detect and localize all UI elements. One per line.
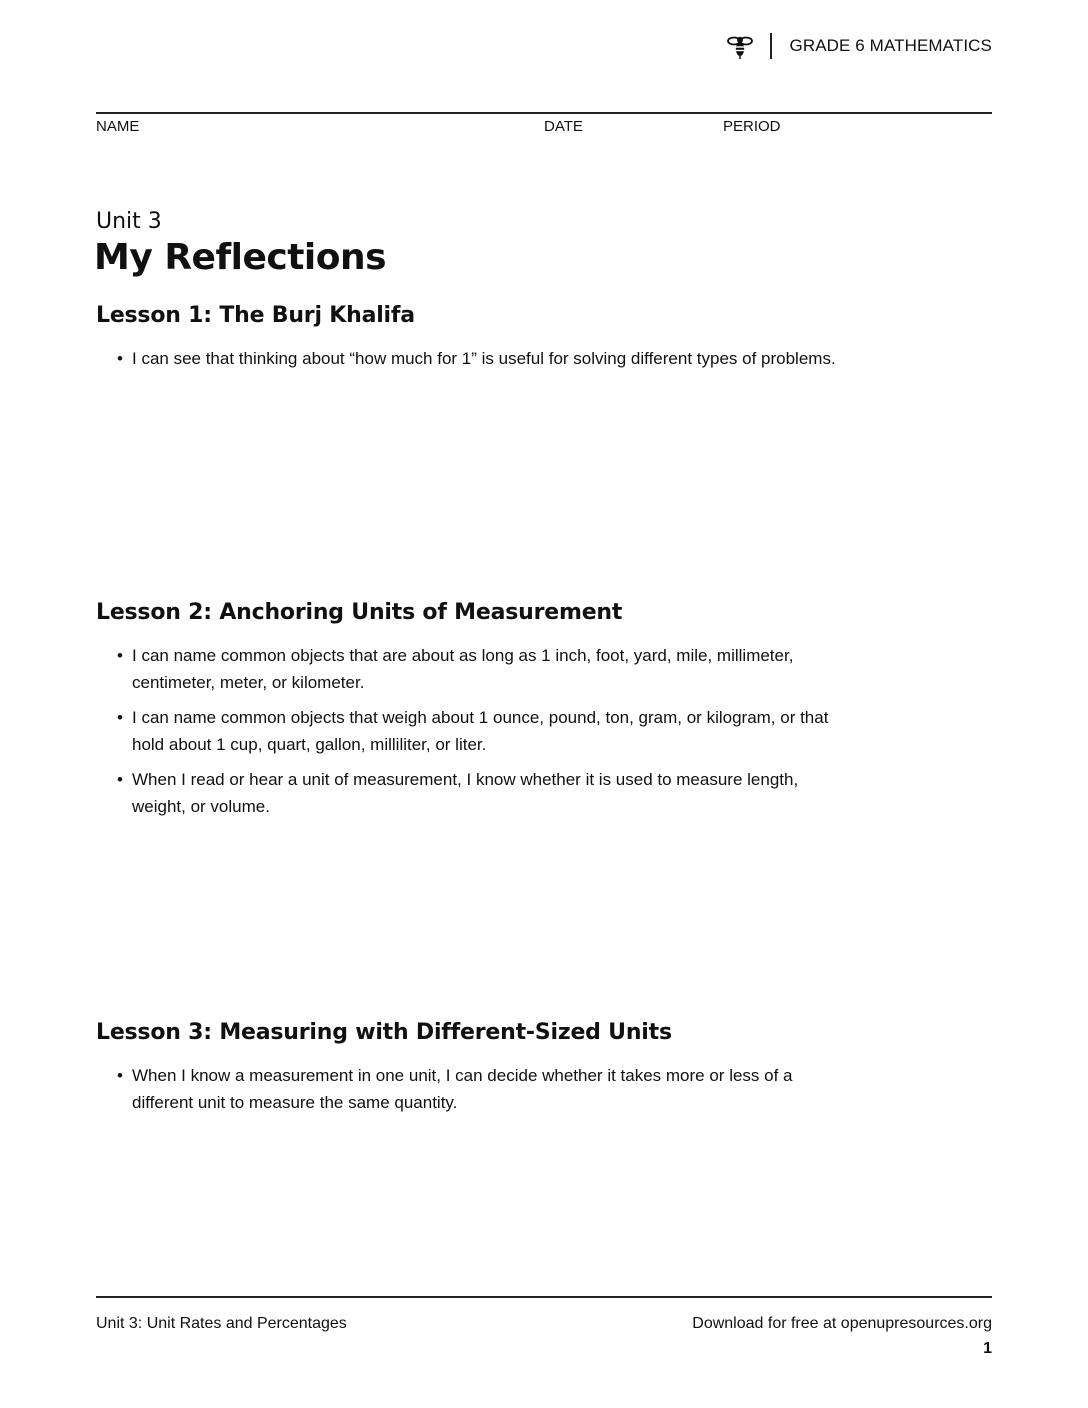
bullet-icon: • xyxy=(117,646,123,665)
lesson-1-section xyxy=(96,303,856,382)
name-field-label: NAME xyxy=(96,118,140,135)
subject-label: GRADE 6 MATHEMATICS xyxy=(789,36,992,55)
bee-logo-icon xyxy=(726,30,754,62)
bullet-icon: • xyxy=(117,708,123,727)
learning-goal-text: I can name common objects that are about as long as 1 inch, foot, yard, mile, millimeter, centimeter, meter, or kilometer. xyxy=(132,646,794,692)
learning-goal-text: I can name common objects that weigh about 1 ounce, pound, ton, gram, or kilogram, or that hold about 1 cup, quart, gallon, milliliter, or liter. xyxy=(132,708,829,754)
learning-goals-list xyxy=(96,346,856,373)
unit-label: Unit 3 xyxy=(96,209,162,234)
learning-goal-text: I can see that thinking about “how much for 1” is useful for solving different types of problems. xyxy=(132,349,836,368)
bullet-icon: • xyxy=(117,349,123,368)
page-title: My Reflections xyxy=(94,237,387,278)
period-field-label: PERIOD xyxy=(723,118,781,135)
bullet-icon: • xyxy=(117,1066,123,1085)
learning-goals-list xyxy=(96,643,856,820)
lesson-heading: Lesson 2: Anchoring Units of Measurement xyxy=(96,600,623,625)
learning-goals-list xyxy=(96,1063,856,1116)
date-field-label: DATE xyxy=(544,118,583,135)
bullet-icon: • xyxy=(117,770,123,789)
learning-goal-item xyxy=(96,705,856,758)
lesson-2-section xyxy=(96,600,856,829)
learning-goal-text: When I know a measurement in one unit, I can decide whether it takes more or less of a different unit to measure the same quantity. xyxy=(132,1066,793,1112)
learning-goal-item xyxy=(96,643,856,696)
page-number: 1 xyxy=(983,1340,992,1357)
learning-goal-item xyxy=(96,1063,856,1116)
learning-goal-text: When I read or hear a unit of measurement, I know whether it is used to measure length, weight, or volume. xyxy=(132,770,799,816)
lesson-3-section xyxy=(96,1020,856,1125)
header-divider xyxy=(770,33,772,59)
learning-goal-item xyxy=(96,767,856,820)
lesson-heading: Lesson 1: The Burj Khalifa xyxy=(96,303,415,328)
page-header xyxy=(726,30,992,62)
lesson-heading: Lesson 3: Measuring with Different-Sized Units xyxy=(96,1020,672,1045)
footer-download-note: Download for free at openupresources.org xyxy=(692,1315,992,1332)
footer-line xyxy=(96,1296,992,1298)
learning-goal-item xyxy=(96,346,856,373)
footer-unit-title: Unit 3: Unit Rates and Percentages xyxy=(96,1315,347,1332)
name-line xyxy=(96,112,992,114)
